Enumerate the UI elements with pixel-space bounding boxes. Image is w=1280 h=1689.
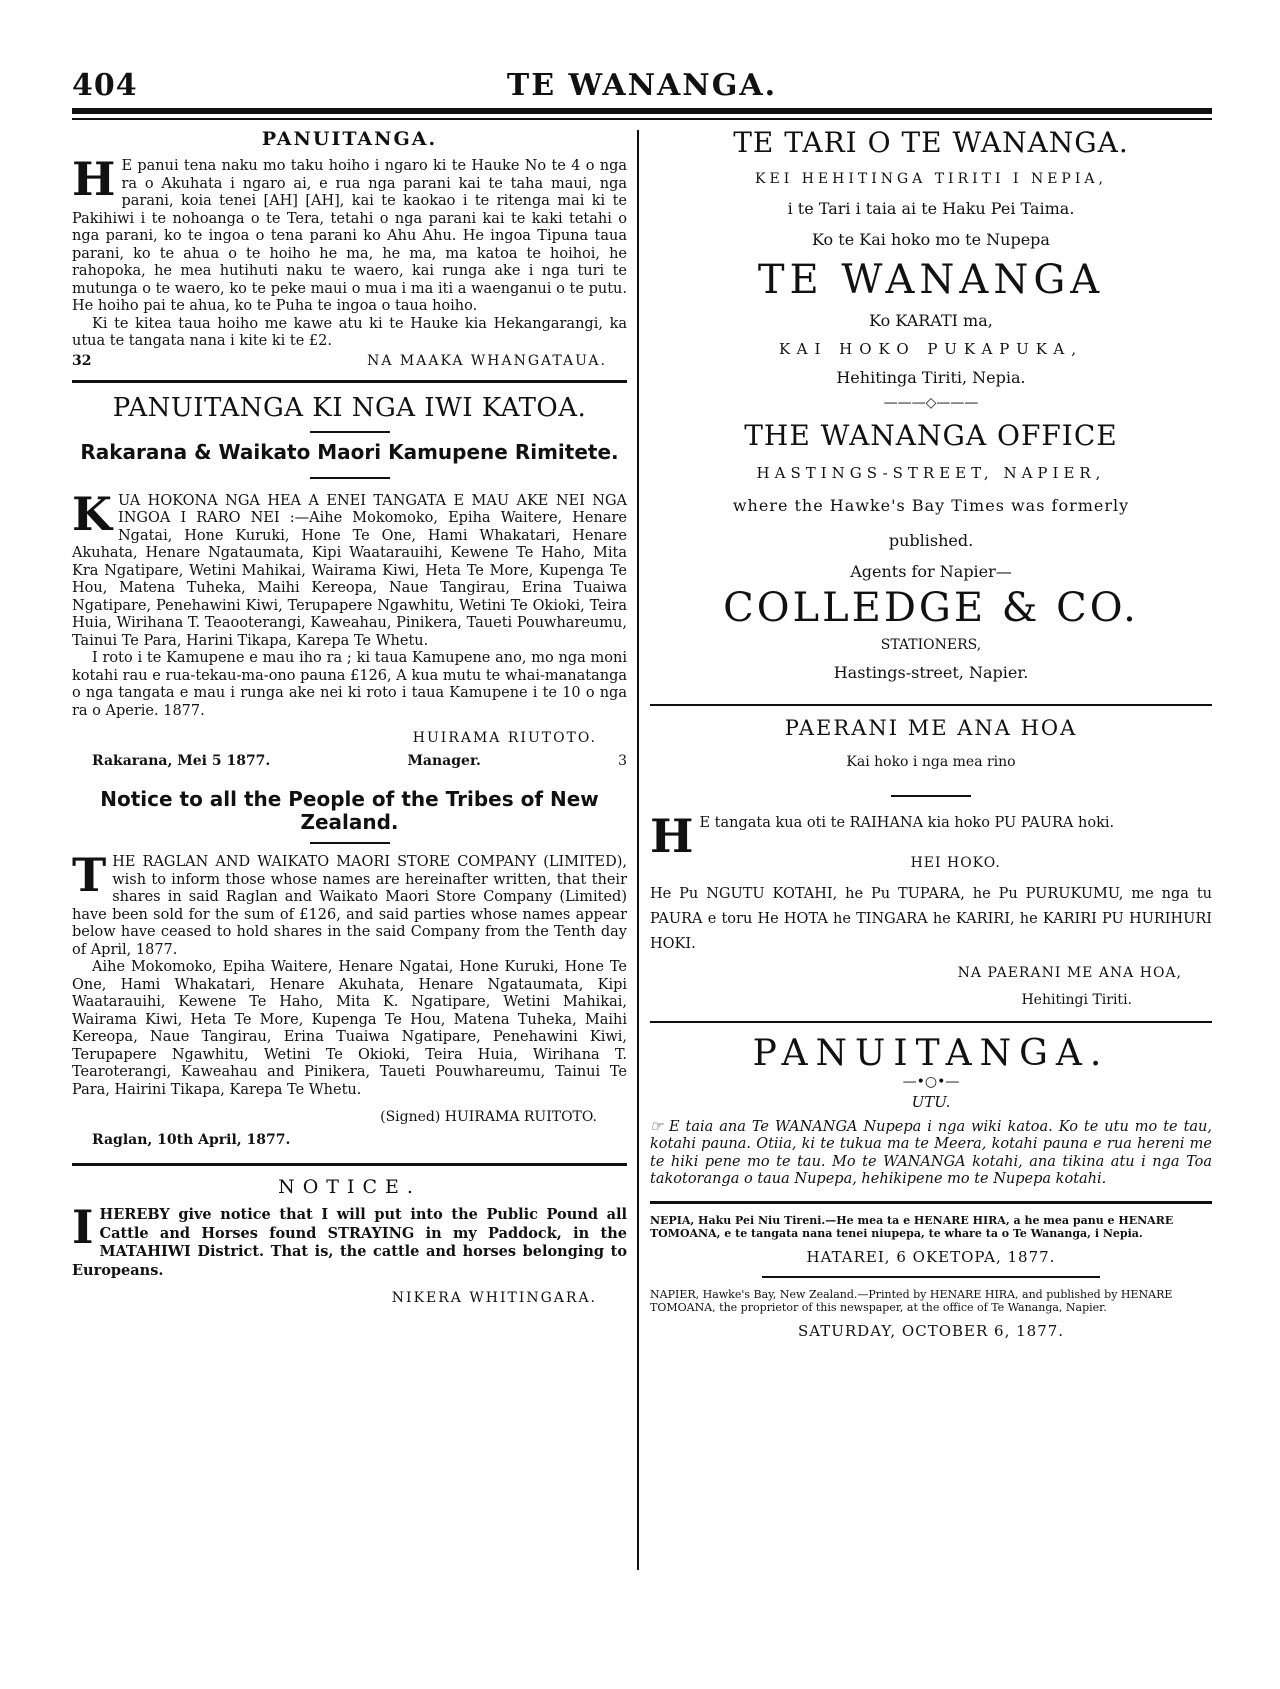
panuitanga-title: PANUITANGA. xyxy=(752,1032,1110,1074)
agents-trade: STATIONERS, xyxy=(880,637,982,653)
imprint-maori-date: HATAREI, 6 OKETOPA, 1877. xyxy=(806,1247,1056,1266)
notice-body: THE RAGLAN AND WAIKATO MAORI STORE COMPANY (LIMITED), wish to inform those whose names are hereinafter written, that their shares in said Raglan and Waikato Maori Store Company (Limited) have been sold for the sum of £126, and said parties whose names appear below have ceased to hold shares in the said Company from the Tenth day of April, 1877. xyxy=(72,848,627,958)
imprint-english: NAPIER, Hawke's Bay, New Zealand.—Printed by HENARE HIRA, and published by HENARE TOMOANA, the proprietor of this newspaper, at the office of Te Wananga, Napier. xyxy=(650,1287,1173,1314)
manager-label: Manager. xyxy=(407,753,481,769)
page-number: 404 xyxy=(72,68,138,103)
office-notice xyxy=(650,126,1212,682)
notice-footer xyxy=(72,753,627,770)
paerani-signature: NA PAERANI ME ANA HOA, xyxy=(957,964,1182,981)
paerani-subtitle: Kai hoko i nga mea rino xyxy=(846,754,1016,770)
drop-cap: H xyxy=(72,152,116,206)
column-divider xyxy=(637,130,639,1570)
notice-title: PANUITANGA KI NGA IWI KATOA. xyxy=(112,392,587,423)
paerani-body: H E tangata kua oti te RAIHANA kia hoko PU PAURA hoki. xyxy=(650,809,1115,863)
notice-body: H E panui tena naku mo taku hoiho i ngaro ki te Hauke No te 4 o nga ra o Akuhata i ngaro ai, e rua nga parani kai te taha maui, nga parani, koia tenei [AH] [AH], kai te kaokao i te ritenga mai ki te Pakihiwi i te nohoanga o te Tera, tetahi o nga parani kai te kaki tetahi o nga parani, ko te ingoa o tena parani ko Ahu Ahu. He ingoa Tipuna taua parani, ko te ahua o te hoiho he ma, he ma, ma katoa te hoihoi, he rahopoka, he mea hutihuti naku te waero, kai runga ake i nga turi te mutunga o te waero, ko te peke maui o mua i ma iti a waenganui o te putu. He hoiho pai te ahua, ko te Puha te ingoa o taua hoiho. xyxy=(72,152,627,314)
panuitanga-body: ☞ E taia ana Te WANANGA Nupepa i nga wiki katoa. Ko te utu mo te tau, kotahi pauna. Otiia, ki te tukua ma te Meera, kotahi pauna e rua hereni me te hiki pene mo te tau. Mo te WANANGA kotahi, ana tikina atu i nga Toa takotoranga o taua Nupepa, hehikipene mo te Nupepa kotahi. xyxy=(650,1118,1212,1187)
notice-number: 32 xyxy=(72,352,92,369)
office-printer-line: i te Tari i taia ai te Haku Pei Taima. xyxy=(787,199,1075,218)
office-agent-name: Ko KARATI ma, xyxy=(869,311,993,330)
ornament-rule: ———◇——— xyxy=(883,395,979,411)
drop-cap: K xyxy=(72,486,112,541)
office-former-line: where the Hawke's Bay Times was formerly xyxy=(732,496,1130,515)
notice-signature: HUIRAMA RIUTOTO. xyxy=(412,730,597,746)
office-street: Hehitinga Tiriti, Nepia. xyxy=(836,368,1026,387)
drop-cap: H xyxy=(650,809,694,863)
place-date: Raglan, 10th April, 1877. xyxy=(92,1132,291,1148)
section-rule xyxy=(650,704,1212,706)
notice-signature: (Signed) HUIRAMA RUITOTO. xyxy=(380,1109,597,1125)
imprint-english-date: SATURDAY, OCTOBER 6, 1877. xyxy=(797,1321,1065,1340)
header-rule-thin xyxy=(72,118,1212,120)
paerani-body-2: He Pu NGUTU KOTAHI, he Pu TUPARA, he Pu PURUKUMU, me nga tu PAURA e toru He HOTA he TINGARA he KARIRI, he KARIRI PU HURIHURI HOKI. xyxy=(650,885,1212,952)
notice-body: IHEREBY give notice that I will put into the Public Pound all Cattle and Horses found STRAYING in my Paddock, in the MATAHIWI District. That is, the cattle and horses belonging to Europeans. xyxy=(72,1200,627,1279)
imprint xyxy=(650,1214,1212,1340)
left-column xyxy=(72,126,627,1307)
subtitle-rule xyxy=(310,477,390,479)
drop-cap: T xyxy=(72,848,107,902)
panuitanga-subscription xyxy=(650,1033,1212,1189)
agents-street: Hastings-street, Napier. xyxy=(833,663,1029,682)
notice-title: NOTICE. xyxy=(278,1176,421,1198)
title-rule xyxy=(310,431,390,433)
notice-footer xyxy=(72,353,627,370)
imprint-maori: NEPIA, Haku Pei Niu Tireni.—He mea ta e HENARE HIRA, a he mea panu e HENARE TOMOANA, e te tangata nana tenei niupepa, te whare ta o Te Wananga, i Nepia. xyxy=(650,1213,1174,1240)
title-rule xyxy=(310,842,390,844)
notice-number: 3 xyxy=(618,753,627,769)
notice-to-tribes xyxy=(72,788,627,1149)
notice-body: KUA HOKONA NGA HEA A ENEI TANGATA E MAU AKE NEI NGA INGOA I RARO NEI :—Aihe Mokomoko, Epiha Waitere, Henare Ngatai, Hone Kuruki, Hone Te One, Hami Whakatari, Henare Akuhata, Henare Ngataumata, Kipi Waatarauihi, Kewene Te Haho, Mita Kra Ngatipare, Wetini Mahikai, Wairama Kiwi, Heta Te More, Kupenga Te Hou, Matena Tuheka, Maihi Kereopa, Naue Tangirau, Erina Tuaiwa Ngatipare, Penehawini Kiwi, Terupapere Ngawhitu, Wetini Te Okioki, Teira Huia, Wirihana T. Teaooterangi, Kaweahau, Pinikera, Taueti Pouwhareumu, Tainui Te Para, Harini Tikapa, Karepa Te Whetu. xyxy=(72,486,627,649)
notice-signature: NA MAAKA WHANGATAUA. xyxy=(367,352,607,369)
office-published: published. xyxy=(888,531,974,550)
drop-cap: I xyxy=(72,1200,94,1254)
office-agent-line: Ko te Kai hoko mo te Nupepa xyxy=(812,230,1050,249)
place-date: Rakarana, Mei 5 1877. xyxy=(92,753,271,769)
agents-line: Agents for Napier— xyxy=(850,562,1012,581)
right-column xyxy=(650,126,1212,1340)
section-rule xyxy=(650,1021,1212,1023)
agents-name: COLLEDGE & CO. xyxy=(723,585,1139,631)
notice-panuitanga xyxy=(72,128,627,370)
notice-iwi-katoa xyxy=(72,393,627,771)
office-trade: KAI HOKO PUKAPUKA, xyxy=(779,340,1083,358)
imprint-rule xyxy=(762,1276,1099,1278)
notice-subtitle: Rakarana & Waikato Maori Kamupene Rimitete. xyxy=(80,439,619,464)
paerani-place: Hehitingi Tiriti. xyxy=(1021,991,1132,1008)
section-rule xyxy=(72,380,627,383)
panuitanga-subtitle: UTU. xyxy=(911,1092,951,1111)
notice-body-2: I roto i te Kamupene e mau iho ra ; ki taua Kamupene ano, mo nga moni kotahi rau e rua-tekau-ma-ono pauna £126, A kua mutu te whai-manatanga o nga tangata e mau i runga ake nei ki roto i taua Kamupene i te 10 o nga ra o Aperie. 1877. xyxy=(72,650,627,719)
masthead: TE WANANGA. xyxy=(506,68,778,103)
office-address-english: HASTINGS-STREET, NAPIER, xyxy=(756,464,1106,482)
office-title: TE TARI O TE WANANGA. xyxy=(733,126,1129,159)
section-rule xyxy=(650,1201,1212,1204)
page-header xyxy=(72,68,1212,108)
notice-straying xyxy=(72,1176,627,1307)
office-paper-name: TE WANANGA xyxy=(757,257,1105,303)
paerani-title: PAERANI ME ANA HOA xyxy=(784,716,1078,740)
office-title-english: THE WANANGA OFFICE xyxy=(744,419,1118,452)
notice-signature: NIKERA WHITINGARA. xyxy=(391,1290,597,1306)
paerani-notice xyxy=(650,716,1212,1009)
notice-body-2: Aihe Mokomoko, Epiha Waitere, Henare Ngatai, Hone Kuruki, Hone Te One, Hami Whakatari, Henare Akuhata, Henare Ngataumata, Kipi Waatarauihi, Kewene Te Haho, Mita K. Ngatipare, Wetini Mahikai, Wairama Kiwi, Heta Te More, Kupenga Te Hou, Matena Tuheka, Maihi Kereopa, Naue Tangirau, Erina Tuaiwa Ngatipare, Penehawini Kiwi, Terupapere Ngawhitu, Wetini Te Okioki, Teira Huia, Wirihana T. Tearoterangi, Kaweahau and Pinikera, Taueti Pouwhareumu, Tainui Te Para, Hairini Tikapa, Karepa Te Whetu. xyxy=(72,959,627,1098)
title-rule xyxy=(891,795,971,797)
office-address-maori: KEI HEHITINGA TIRITI I NEPIA, xyxy=(755,171,1107,187)
notice-title: PANUITANGA. xyxy=(261,128,438,150)
notice-title: Notice to all the People of the Tribes of New Zealand. xyxy=(100,787,599,834)
section-rule xyxy=(72,1163,627,1166)
paerani-heading: HEI HOKO. xyxy=(910,854,1001,871)
header-rule xyxy=(72,108,1212,114)
ornament: —•○•— xyxy=(902,1073,960,1090)
notice-body-2: Ki te kitea taua hoiho me kawe atu ki te Hauke kia Hekangarangi, ka utua te tangata nana i kite ki te £2. xyxy=(72,315,627,349)
